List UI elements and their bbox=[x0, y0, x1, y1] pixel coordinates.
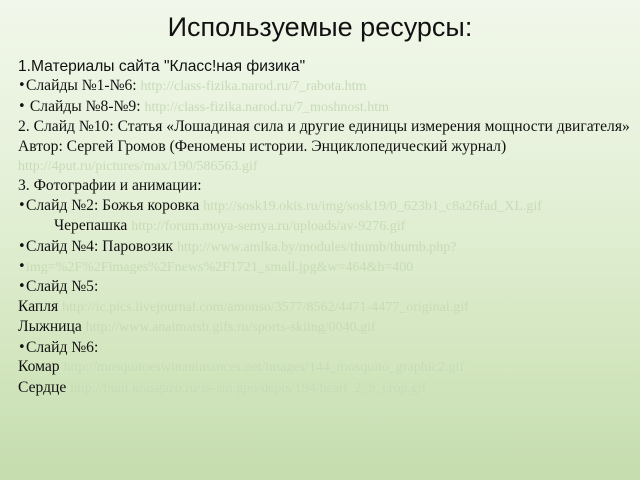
list-item bbox=[18, 196, 633, 216]
bullet-icon: • bbox=[18, 238, 26, 254]
page-title: Используемые ресурсы: bbox=[167, 12, 473, 42]
resource-link[interactable]: http://sosk19.okis.ru/img/sosk19/0_623b1_c8a26fad_XL.gif bbox=[203, 198, 542, 214]
resource-link[interactable]: http://class-fizika.narod.ru/7_rabota.htm bbox=[140, 79, 367, 95]
list-item bbox=[18, 76, 633, 96]
list-item-label: Комар bbox=[18, 358, 64, 376]
section-2-paragraph bbox=[18, 117, 633, 176]
bullet-icon: • bbox=[18, 78, 26, 94]
resource-link[interactable]: http://4put.ru/pictures/max/190/586563.gif bbox=[18, 159, 258, 175]
list-item bbox=[18, 257, 633, 277]
resource-link[interactable]: http://class-fizika.narod.ru/7_moshnost.htm bbox=[144, 99, 390, 115]
list-item-label: Лыжница bbox=[18, 318, 86, 336]
resource-link[interactable]: http://mosquitoeswinanimances.net/images/144_mosquito_graphic2.gif bbox=[63, 360, 465, 376]
bullet-icon: • bbox=[18, 279, 26, 295]
list-item bbox=[18, 357, 633, 377]
section-2-text: 2. Слайд №10: Статья «Лошадиная сила и другие единицы измерения мощности двигателя» Автор: Сергей Громов (Феномены истории. Энциклопедический журнал) bbox=[18, 118, 630, 155]
list-item bbox=[18, 378, 633, 398]
resource-link[interactable]: img=%2F%2Fimages%2Fnews%2F1721_small.jpg&w=464&h=400 bbox=[26, 260, 414, 276]
bullet-icon: • bbox=[18, 197, 26, 213]
list-item bbox=[18, 216, 633, 236]
list-item-label: Черепашка bbox=[54, 217, 132, 235]
resource-link[interactable]: http://www.anaimatsb.gifs.ru/sports-skiing/0040.gif bbox=[85, 320, 376, 336]
list-item-label: Слайд №2: Божья коровка bbox=[26, 196, 204, 214]
list-item-label: Слайд №6: bbox=[26, 338, 99, 356]
resource-link[interactable]: http://buni.krasgazo.ru/ss-sm.gpo/depts/194/heart_2_b_crop.gif bbox=[70, 380, 427, 396]
resources-list bbox=[18, 57, 633, 398]
list-item bbox=[18, 338, 633, 357]
list-item bbox=[18, 317, 633, 337]
list-item-label: Слайды №8-№9: bbox=[26, 97, 145, 115]
bullet-icon: • bbox=[18, 259, 26, 275]
resource-link[interactable]: http://forum.moya-semya.ru/uploads/av-9276.gif bbox=[131, 219, 406, 235]
section-1-heading: 1.Материалы сайта "Класс!ная физика" bbox=[18, 58, 306, 75]
list-item bbox=[18, 297, 633, 317]
section-3-heading: 3. Фотографии и анимации: bbox=[18, 177, 202, 195]
list-item-label: Слайд №5: bbox=[26, 278, 99, 296]
list-item-label: Сердце bbox=[18, 378, 71, 396]
resource-link[interactable]: http://www.amlka.by/modules/thumb/thumb.php? bbox=[177, 239, 457, 255]
list-item-label: Слайд №4: Паровозик bbox=[26, 237, 177, 255]
resource-link[interactable]: http://ic.pics.livejournal.com/amonso/3577/8562/4471-4477_original.gif bbox=[62, 299, 469, 315]
list-item bbox=[18, 97, 633, 117]
bullet-icon: • bbox=[18, 339, 26, 355]
list-item-label: Капля bbox=[18, 297, 63, 315]
list-item bbox=[18, 237, 633, 257]
list-item bbox=[18, 277, 633, 296]
bullet-icon: • bbox=[18, 98, 26, 114]
list-item-label: Слайды №1-№6: bbox=[26, 77, 141, 95]
